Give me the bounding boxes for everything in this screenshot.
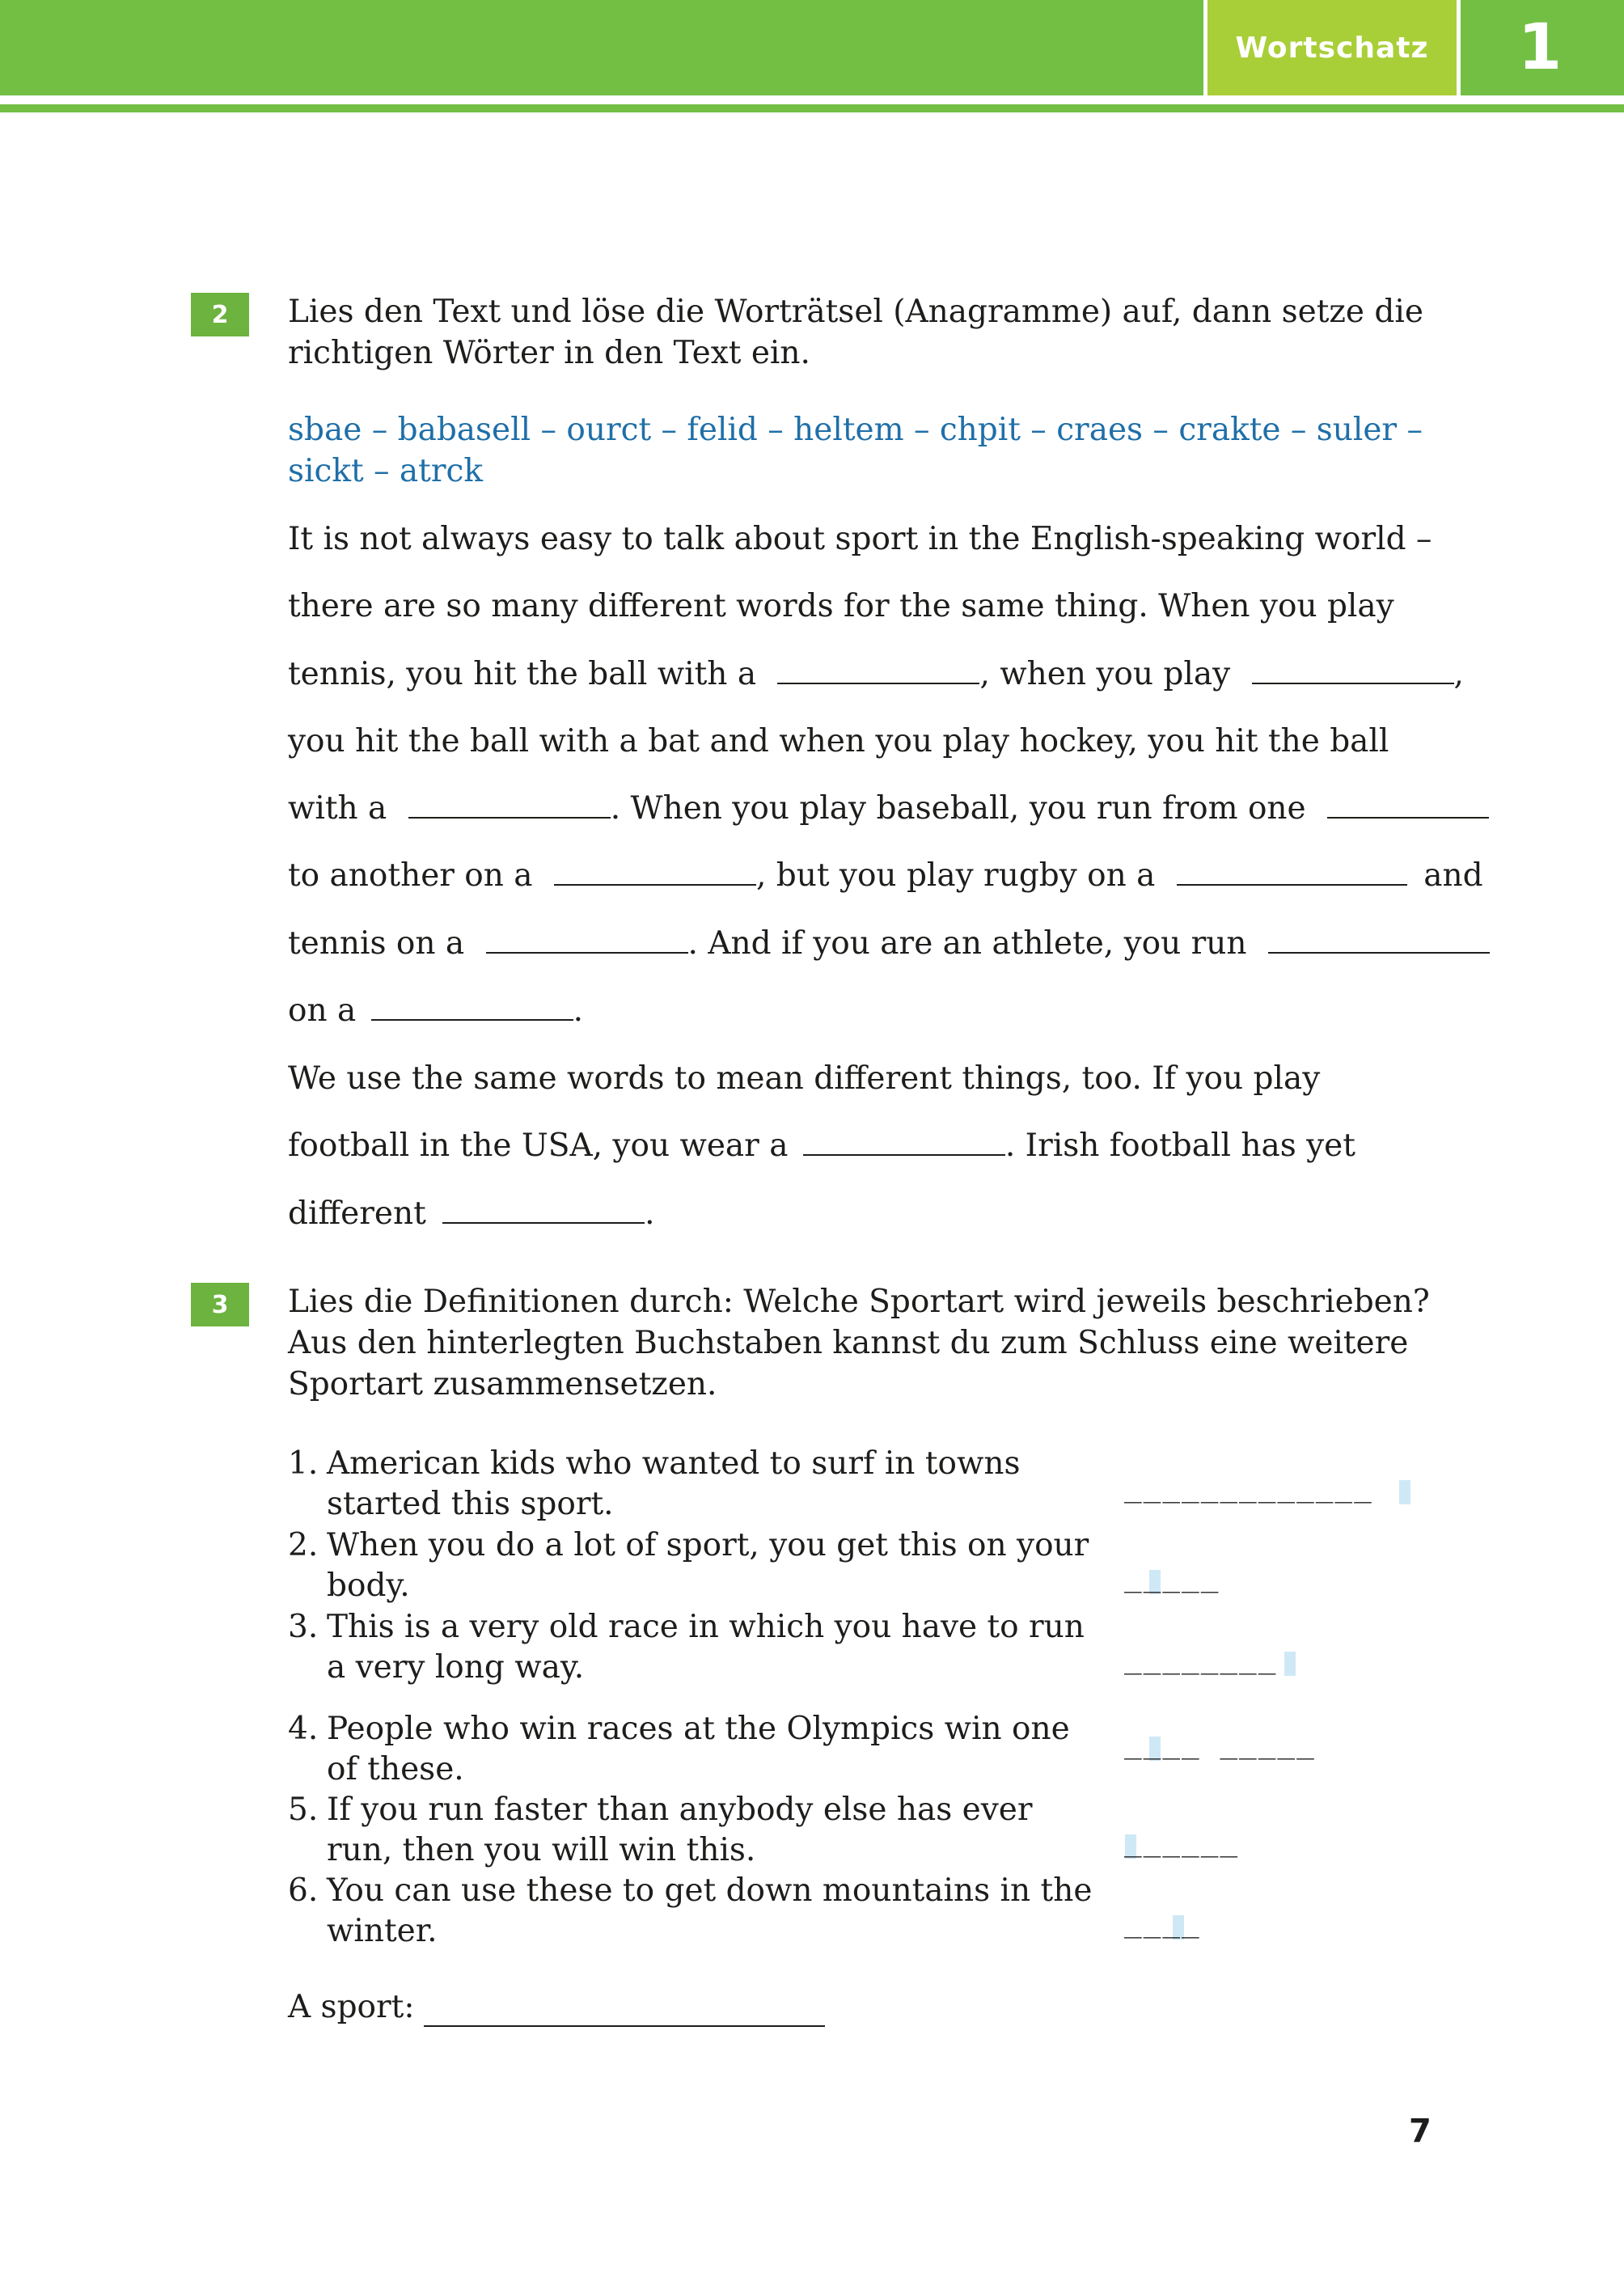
answer-blank-2[interactable]: _____ — [1124, 1560, 1220, 1593]
text-fragment: , when you play — [979, 656, 1231, 692]
text-line-2: there are so many different words for the same thing. When you play — [288, 588, 1394, 624]
gap-10[interactable] — [803, 1127, 1005, 1156]
text-fragment: , — [1453, 656, 1464, 692]
answer-blank-4[interactable]: ____ _____ — [1124, 1727, 1316, 1760]
gap-3[interactable] — [408, 789, 611, 819]
task-2-instruction: Lies den Text und löse die Worträtsel (Anagramme) auf, dann setze die richtigen Wörter in den Text ein. — [288, 294, 1423, 371]
text-line-1: It is not always easy to talk about sport in the English-speaking world – — [288, 521, 1432, 557]
answer-blank-6[interactable]: ____ — [1124, 1906, 1201, 1939]
text-fragment: . — [573, 992, 584, 1029]
item-text: American kids who wanted to surf in towns started this sport. — [327, 1445, 1021, 1522]
text-fragment: , but you play rugby on a — [755, 857, 1156, 894]
gap-7[interactable] — [486, 924, 688, 954]
item-text: People who win races at the Olympics win one of these. — [327, 1711, 1070, 1787]
text-fragment: tennis, you hit the ball with a — [288, 656, 757, 692]
item-number: 3. — [288, 1609, 319, 1645]
gap-8[interactable] — [1268, 924, 1490, 954]
item-text: You can use these to get down mountains in the winter. — [327, 1872, 1093, 1949]
text-fragment: and — [1423, 857, 1483, 894]
text-fragment: . When you play baseball, you run from one — [610, 790, 1306, 827]
gap-2[interactable] — [1252, 655, 1454, 684]
text-fragment: tennis on a — [288, 925, 465, 962]
text-fragment: . And if you are an athlete, you run — [687, 925, 1247, 962]
task-3-number: 3 — [191, 1283, 249, 1326]
text-line-5 — [288, 788, 1436, 829]
text-line-6 — [288, 855, 1483, 896]
item-number: 6. — [288, 1872, 319, 1909]
item-text: If you run faster than anybody else has ever run, then you will win this. — [327, 1792, 1033, 1868]
answer-blank-5[interactable]: ______ — [1124, 1825, 1240, 1858]
page-number: 7 — [1409, 2113, 1432, 2150]
gap-1[interactable] — [777, 655, 979, 684]
gap-11[interactable] — [442, 1195, 645, 1224]
item-text: When you do a lot of sport, you get this on your body. — [327, 1527, 1089, 1604]
item-number: 4. — [288, 1711, 319, 1747]
text-line-7 — [288, 923, 1436, 964]
gap-6[interactable] — [1177, 857, 1407, 886]
item-number: 1. — [288, 1445, 319, 1482]
sport-label: A sport: — [288, 1989, 415, 2025]
item-number: 5. — [288, 1792, 319, 1828]
answer-blank-3[interactable]: ________ — [1124, 1642, 1278, 1675]
task-3-instruction: Lies die Definitionen durch: Welche Sportart wird jeweils beschrieben? Aus den hinterlegten Buchstaben kannst du zum Schluss eine weitere Sportart zusammensetzen. — [288, 1284, 1430, 1402]
gap-5[interactable] — [554, 857, 756, 886]
item-text: This is a very old race in which you have to run a very long way. — [327, 1609, 1085, 1686]
text-line-10 — [288, 1125, 1436, 1166]
text-fragment: to another on a — [288, 857, 533, 894]
item-number: 2. — [288, 1527, 319, 1563]
text-line-9: We use the same words to mean different things, too. If you play — [288, 1060, 1321, 1097]
text-line-3 — [288, 654, 1464, 695]
text-fragment: football in the USA, you wear a — [288, 1127, 789, 1164]
gap-9[interactable] — [371, 992, 573, 1021]
anagram-list: sbae – babasell – ourct – felid – heltem – chpit – craes – crakte – suler – sickt – atrck — [288, 412, 1423, 489]
text-fragment: . — [645, 1195, 655, 1232]
section-tab: Wortschatz — [1203, 0, 1461, 95]
text-fragment: different — [288, 1195, 426, 1232]
text-line-4: you hit the ball with a bat and when you play hockey, you hit the ball — [288, 723, 1389, 759]
chapter-number: 1 — [1517, 11, 1563, 84]
gap-4[interactable] — [1327, 789, 1489, 819]
header-divider — [0, 104, 1624, 112]
text-line-8 — [288, 990, 1436, 1031]
highlight-marker — [1284, 1652, 1296, 1676]
task-2-number: 2 — [191, 293, 249, 336]
text-fragment: on a — [288, 992, 357, 1029]
highlight-marker — [1399, 1480, 1410, 1504]
text-fragment: . Irish football has yet — [1004, 1127, 1355, 1164]
answer-blank-1[interactable]: _____________ — [1124, 1470, 1373, 1504]
text-fragment: with a — [288, 790, 387, 827]
sport-answer-blank[interactable] — [424, 2025, 825, 2027]
text-line-11 — [288, 1193, 1436, 1234]
